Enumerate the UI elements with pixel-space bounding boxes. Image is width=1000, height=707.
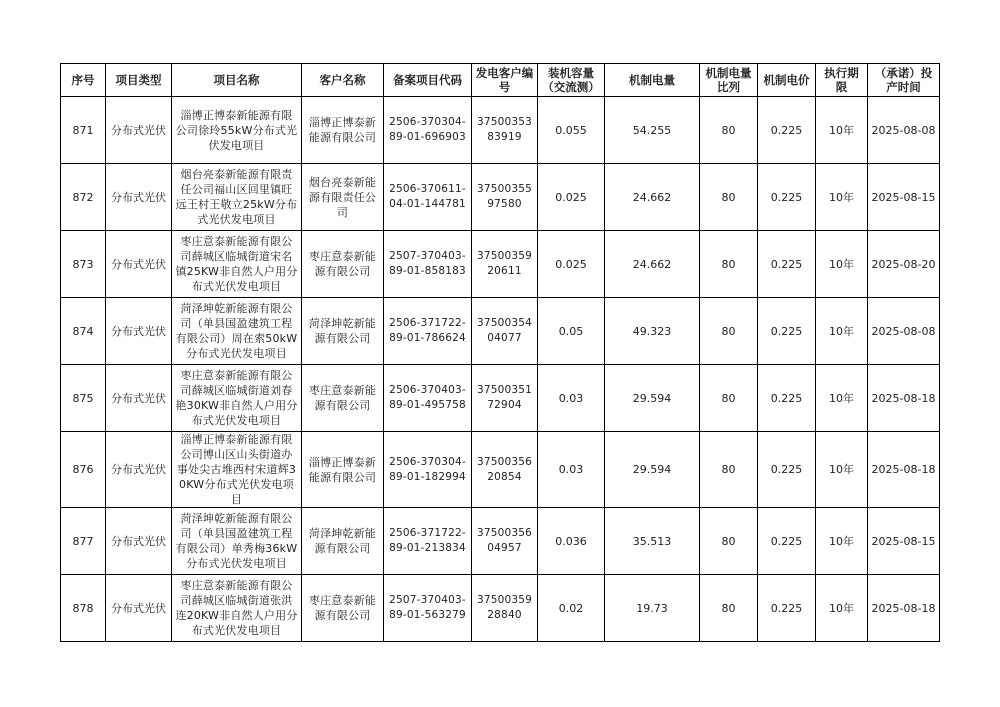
name-cell: 烟台亮泰新能源有限责任公司福山区回里镇旺远王村王敬立25kW分布式光伏发电项目 — [172, 164, 302, 231]
price-cell: 0.225 — [758, 164, 816, 231]
date-cell: 2025-08-18 — [868, 365, 940, 432]
type-cell: 分布式光伏 — [106, 575, 172, 642]
customer-cell: 枣庄意泰新能源有限公司 — [302, 575, 384, 642]
seq-cell: 874 — [61, 298, 106, 365]
price-cell: 0.225 — [758, 575, 816, 642]
name-cell: 淄博正博泰新能源有限公司徐玲55kW分布式光伏发电项目 — [172, 97, 302, 164]
type-cell: 分布式光伏 — [106, 97, 172, 164]
type-cell: 分布式光伏 — [106, 164, 172, 231]
capacity-cell: 0.036 — [538, 508, 605, 575]
record-code-cell: 2507-370403-89-01-858183 — [384, 231, 472, 298]
header-row — [61, 64, 940, 97]
price-cell: 0.225 — [758, 231, 816, 298]
date-cell: 2025-08-20 — [868, 231, 940, 298]
table-row — [61, 97, 940, 164]
ratio-cell: 80 — [700, 508, 758, 575]
ratio-cell: 80 — [700, 575, 758, 642]
record-code-cell: 2506-371722-89-01-213834 — [384, 508, 472, 575]
capacity-cell: 0.05 — [538, 298, 605, 365]
record-code-cell: 2506-370304-89-01-696903 — [384, 97, 472, 164]
date-cell: 2025-08-08 — [868, 298, 940, 365]
header-price: 机制电价 — [758, 64, 816, 97]
name-cell: 枣庄意泰新能源有限公司薛城区临城街道刘春艳30KW非自然人户用分布式光伏发电项目 — [172, 365, 302, 432]
date-cell: 2025-08-08 — [868, 97, 940, 164]
name-cell: 枣庄意泰新能源有限公司薛城区临城街道张洪连20KW非自然人户用分布式光伏发电项目 — [172, 575, 302, 642]
customer-code-cell: 3750035597580 — [472, 164, 538, 231]
price-cell: 0.225 — [758, 298, 816, 365]
type-cell: 分布式光伏 — [106, 508, 172, 575]
header-capacity: 装机容量（交流测） — [538, 64, 605, 97]
capacity-cell: 0.03 — [538, 365, 605, 432]
record-code-cell: 2506-370611-04-01-144781 — [384, 164, 472, 231]
header-type: 项目类型 — [106, 64, 172, 97]
seq-cell: 872 — [61, 164, 106, 231]
name-cell: 菏泽坤乾新能源有限公司（单县国盈建筑工程有限公司）周在索50kW分布式光伏发电项目 — [172, 298, 302, 365]
period-cell: 10年 — [816, 508, 868, 575]
customer-code-cell: 3750035928840 — [472, 575, 538, 642]
energy-cell: 49.323 — [605, 298, 700, 365]
table-row — [61, 164, 940, 231]
record-code-cell: 2506-370304-89-01-182994 — [384, 432, 472, 508]
customer-cell: 菏泽坤乾新能源有限公司 — [302, 298, 384, 365]
header-customer-code: 发电客户编号 — [472, 64, 538, 97]
header-energy: 机制电量 — [605, 64, 700, 97]
seq-cell: 871 — [61, 97, 106, 164]
date-cell: 2025-08-15 — [868, 508, 940, 575]
energy-cell: 29.594 — [605, 365, 700, 432]
energy-cell: 19.73 — [605, 575, 700, 642]
header-name: 项目名称 — [172, 64, 302, 97]
price-cell: 0.225 — [758, 508, 816, 575]
seq-cell: 877 — [61, 508, 106, 575]
period-cell: 10年 — [816, 575, 868, 642]
energy-cell: 35.513 — [605, 508, 700, 575]
period-cell: 10年 — [816, 298, 868, 365]
date-cell: 2025-08-18 — [868, 432, 940, 508]
price-cell: 0.225 — [758, 432, 816, 508]
table-row — [61, 508, 940, 575]
table-row — [61, 432, 940, 508]
header-period: 执行期限 — [816, 64, 868, 97]
customer-code-cell: 3750035920611 — [472, 231, 538, 298]
table-row — [61, 575, 940, 642]
period-cell: 10年 — [816, 231, 868, 298]
energy-cell: 24.662 — [605, 231, 700, 298]
customer-code-cell: 3750035620854 — [472, 432, 538, 508]
ratio-cell: 80 — [700, 298, 758, 365]
header-date: （承诺）投产时间 — [868, 64, 940, 97]
customer-cell: 淄博正博泰新能源有限公司 — [302, 97, 384, 164]
type-cell: 分布式光伏 — [106, 365, 172, 432]
period-cell: 10年 — [816, 432, 868, 508]
price-cell: 0.225 — [758, 365, 816, 432]
customer-cell: 枣庄意泰新能源有限公司 — [302, 231, 384, 298]
seq-cell: 876 — [61, 432, 106, 508]
seq-cell: 878 — [61, 575, 106, 642]
period-cell: 10年 — [816, 365, 868, 432]
name-cell: 淄博正博泰新能源有限公司博山区山头街道办事处尖古堆西村宋道辉30KW分布式光伏发电项目 — [172, 432, 302, 508]
ratio-cell: 80 — [700, 164, 758, 231]
capacity-cell: 0.02 — [538, 575, 605, 642]
capacity-cell: 0.025 — [538, 231, 605, 298]
customer-cell: 枣庄意泰新能源有限公司 — [302, 365, 384, 432]
name-cell: 枣庄意泰新能源有限公司薛城区临城街道宋名镇25KW非自然人户用分布式光伏发电项目 — [172, 231, 302, 298]
price-cell: 0.225 — [758, 97, 816, 164]
capacity-cell: 0.055 — [538, 97, 605, 164]
ratio-cell: 80 — [700, 231, 758, 298]
customer-cell: 淄博正博泰新能源有限公司 — [302, 432, 384, 508]
energy-cell: 29.594 — [605, 432, 700, 508]
record-code-cell: 2506-371722-89-01-786624 — [384, 298, 472, 365]
seq-cell: 873 — [61, 231, 106, 298]
customer-code-cell: 3750035383919 — [472, 97, 538, 164]
header-customer: 客户名称 — [302, 64, 384, 97]
type-cell: 分布式光伏 — [106, 231, 172, 298]
customer-cell: 菏泽坤乾新能源有限公司 — [302, 508, 384, 575]
type-cell: 分布式光伏 — [106, 432, 172, 508]
energy-cell: 54.255 — [605, 97, 700, 164]
header-seq: 序号 — [61, 64, 106, 97]
table-row — [61, 298, 940, 365]
date-cell: 2025-08-15 — [868, 164, 940, 231]
energy-cell: 24.662 — [605, 164, 700, 231]
project-table — [60, 63, 940, 642]
ratio-cell: 80 — [700, 365, 758, 432]
table-row — [61, 365, 940, 432]
table-row — [61, 231, 940, 298]
seq-cell: 875 — [61, 365, 106, 432]
customer-cell: 烟台亮泰新能源有限责任公司 — [302, 164, 384, 231]
capacity-cell: 0.03 — [538, 432, 605, 508]
date-cell: 2025-08-18 — [868, 575, 940, 642]
ratio-cell: 80 — [700, 97, 758, 164]
ratio-cell: 80 — [700, 432, 758, 508]
capacity-cell: 0.025 — [538, 164, 605, 231]
record-code-cell: 2506-370403-89-01-495758 — [384, 365, 472, 432]
customer-code-cell: 3750035604957 — [472, 508, 538, 575]
name-cell: 菏泽坤乾新能源有限公司（单县国盈建筑工程有限公司）单秀梅36kW分布式光伏发电项目 — [172, 508, 302, 575]
type-cell: 分布式光伏 — [106, 298, 172, 365]
customer-code-cell: 3750035172904 — [472, 365, 538, 432]
period-cell: 10年 — [816, 97, 868, 164]
header-record-code: 备案项目代码 — [384, 64, 472, 97]
period-cell: 10年 — [816, 164, 868, 231]
header-ratio: 机制电量比列 — [700, 64, 758, 97]
customer-code-cell: 3750035404077 — [472, 298, 538, 365]
record-code-cell: 2507-370403-89-01-563279 — [384, 575, 472, 642]
